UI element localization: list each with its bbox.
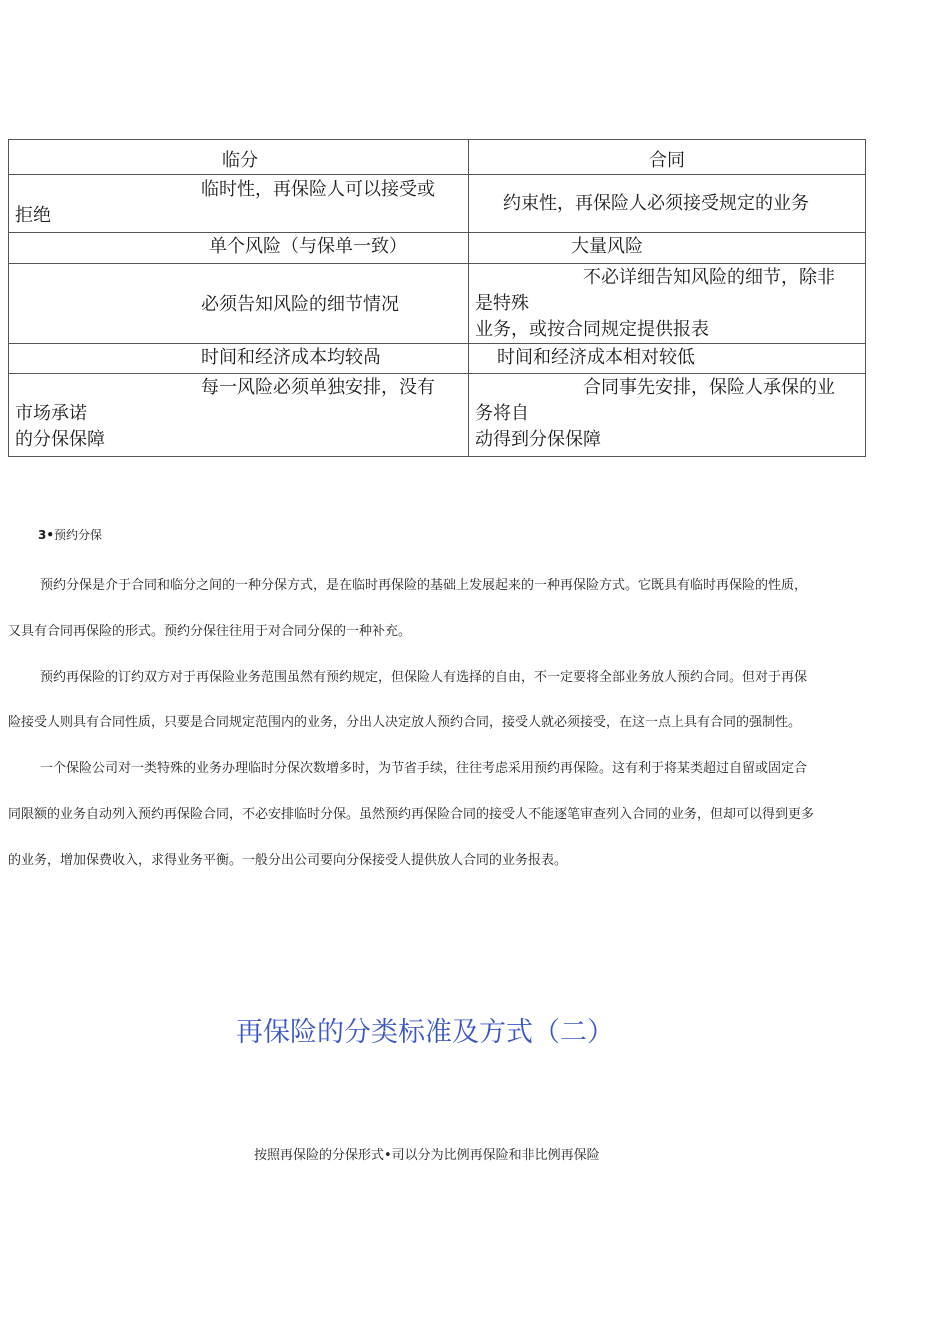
section-label	[38, 526, 102, 543]
table-cell	[9, 175, 469, 233]
cell-text: 大量风险	[571, 236, 643, 257]
cell-text: 时间和经济成本相对较低	[497, 347, 695, 368]
table-cell	[9, 233, 469, 264]
classification-note: 按照再保险的分保形式•司以分为比例再保险和非比例再保险	[254, 1148, 600, 1163]
header-cell-linfen	[9, 140, 469, 175]
table-row	[9, 264, 866, 344]
cell-text: 单个风险（与保单一致）	[209, 236, 407, 257]
header-cell-hetong	[469, 140, 866, 175]
paragraph-line: 预约再保险的订约双方对于再保险业务范围虽然有预约规定，但保险人有选择的自由，不一定要将全部业务放人预约合同。但对于再保	[40, 670, 808, 685]
table-cell	[469, 175, 866, 233]
table-cell	[9, 264, 469, 344]
cell-text: 约束性，再保险人必须接受规定的业务	[503, 193, 809, 214]
cell-text: 临时性，再保险人可以接受或	[201, 179, 435, 200]
section-title: 预约分保	[54, 528, 103, 542]
table-row	[9, 175, 866, 233]
paragraph-line: 险接受人则具有合同性质，只要是合同规定范围内的业务，分出人决定放人预约合同，接受人就必须接受，在这一点上具有合同的强制性。	[8, 715, 802, 730]
table-cell	[469, 344, 866, 374]
paragraph-line: 预约分保是介于合同和临分之间的一种分保方式，是在临时再保险的基础上发展起来的一种再保险方式。它既具有临时再保险的性质，	[40, 578, 808, 593]
paragraph-line: 同限额的业务自动列入预约再保险合同，不必安排临时分保。虽然预约再保险合同的接受人不能逐笔审查列入合同的业务，但却可以得到更多	[8, 807, 815, 822]
cell-text: 不必详细告知风险的细节，除非	[583, 267, 835, 288]
table-cell	[469, 264, 866, 344]
table-row	[9, 374, 866, 457]
table-header-row	[9, 140, 866, 175]
cell-text: 务将自	[475, 403, 529, 424]
comparison-table	[8, 139, 866, 457]
table-row	[9, 233, 866, 264]
cell-text: 是特殊	[475, 293, 529, 314]
cell-text: 拒绝	[15, 205, 51, 226]
paragraph-line: 又具有合同再保险的形式。预约分保往往用于对合同分保的一种补充。	[8, 624, 412, 639]
table-cell	[9, 374, 469, 457]
cell-text: 市场承诺	[15, 403, 87, 424]
cell-text: 的分保保障	[15, 429, 105, 450]
table-cell	[9, 344, 469, 374]
cell-text: 动得到分保保障	[475, 429, 601, 450]
table-cell	[469, 233, 866, 264]
header-label: 临分	[222, 150, 258, 171]
paragraph-line: 一个保险公司对一类特殊的业务办理临时分保次数增多时，为节省手续，往往考虑采用预约再保险。这有利于将某类超过自留或固定合	[40, 761, 808, 776]
cell-text: 必须告知风险的细节情况	[201, 294, 399, 315]
paragraph-line: 的业务，增加保费收入，求得业务平衡。一般分出公司要向分保接受人提供放人合同的业务报表。	[8, 853, 568, 868]
cell-text: 时间和经济成本均较咼	[201, 347, 381, 368]
cell-text: 业务，或按合同规定提供报表	[475, 319, 709, 340]
cell-text: 合同事先安排，保险人承保的业	[583, 377, 835, 398]
page-heading: 再保险的分类标准及方式（二）	[236, 1017, 614, 1048]
table-cell	[469, 374, 866, 457]
table-row	[9, 344, 866, 374]
cell-text: 每一风险必须单独安排，没有	[201, 377, 435, 398]
section-number: 3•	[38, 528, 55, 542]
header-label: 合同	[649, 150, 685, 171]
